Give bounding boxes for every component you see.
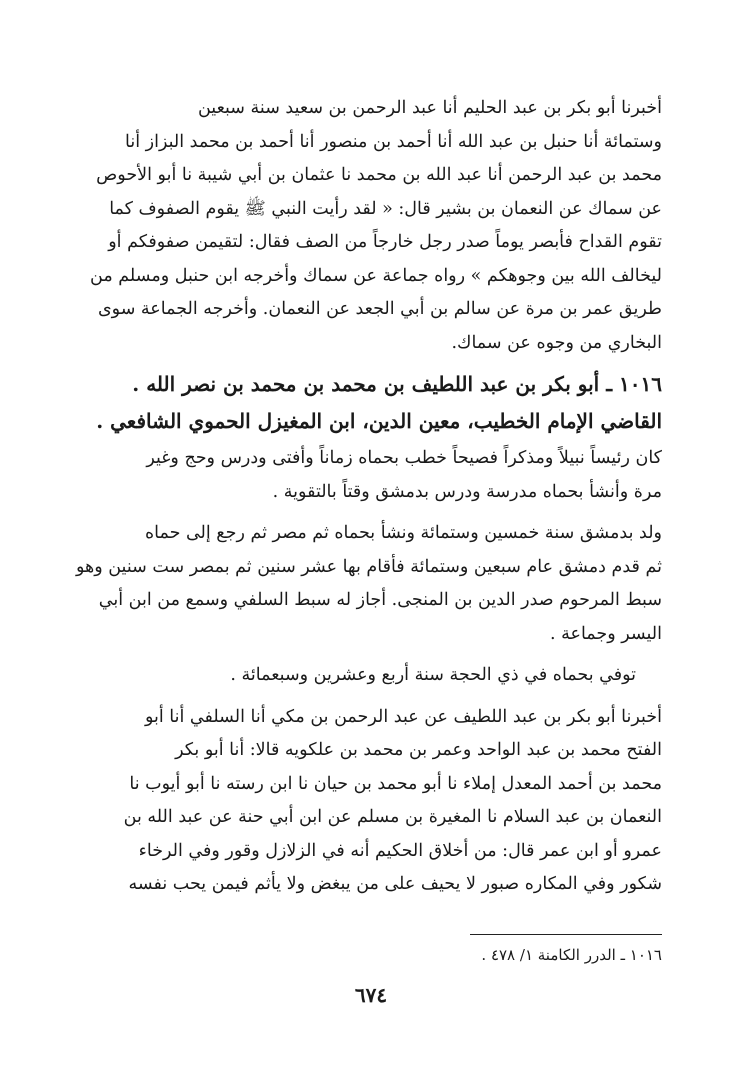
birth-paragraph	[72, 517, 662, 651]
text-line: محمد بن عبد الرحمن أنا عبد الله بن محمد نا عثمان بن أبي شيبة نا أبو الأحوص	[96, 165, 662, 185]
text-line: عمرو أو ابن عمر قال: من أخلاق الحكيم أنه في الزلازل وقور وفي الرخاء	[138, 840, 662, 861]
text-line: محمد بن أحمد المعدل إملاء نا أبو محمد بن حيان نا ابن رسته نا أبو أيوب نا	[129, 773, 662, 794]
text-line: شكور وفي المكاره صبور لا يحيف على من يبغض ولا يأثم فيمن يحب نفسه	[128, 874, 662, 894]
text-line: ثم قدم دمشق عام سبعين وستمائة فأقام بها عشر سنين ثم بمصر ست سنين وهو	[75, 556, 662, 577]
text-line: النعمان بن عبد السلام نا المغيرة بن مسلم عن ابن أبي حنة عن عبد الله بن	[123, 807, 662, 827]
text-line: تقوم القداح فأبصر يوماً صدر رجل خارجاً من الصف فقال: لتقيمن صفوفكم أو	[108, 232, 662, 252]
death-paragraph	[72, 659, 662, 693]
text-line: اليسر وجماعة .	[550, 623, 662, 644]
text-line: البخاري من وجوه عن سماك.	[451, 332, 662, 353]
text-line: سبط المرحوم صدر الدين بن المنجى. أجاز له سبط السلفي وسمع من ابن أبي	[98, 590, 662, 610]
heading-line: ١٠١٦ ـ أبو بكر بن عبد اللطيف بن محمد بن محمد بن نصر الله .	[132, 372, 662, 396]
text-line: توفي بحماه في ذي الحجة سنة أربع وعشرين وسبعمائة .	[230, 665, 636, 685]
biography-paragraph	[72, 442, 662, 509]
text-line: مرة وأنشأ بحماه مدرسة ودرس بدمشق وقتاً بالتقوية .	[272, 481, 662, 502]
text-line: عن سماك عن النعمان بن بشير قال: « لقد رأيت النبي ﷺ يقوم الصفوف كما	[109, 198, 662, 219]
footnote-divider	[470, 934, 662, 935]
biography-heading	[72, 366, 662, 440]
text-line: أخبرنا أبو بكر بن عبد الحليم أنا عبد الرحمن بن سعيد سنة سبعين	[197, 98, 662, 118]
text-line: وستمائة أنا حنبل بن عبد الله أنا أحمد بن منصور أنا أحمد بن محمد البزاز أنا	[125, 131, 662, 152]
text-line: ولد بدمشق سنة خمسين وستمائة ونشأ بحماه ثم مصر ثم رجع إلى حماه	[144, 523, 662, 543]
text-line: طريق عمر بن مرة عن سالم بن أبي الجعد عن النعمان. وأخرجه الجماعة سوى	[97, 299, 662, 319]
heading-line: القاضي الإمام الخطيب، معين الدين، ابن المغيزل الحموي الشافعي .	[96, 409, 662, 433]
text-line: أخبرنا أبو بكر بن عبد اللطيف عن عبد الرحمن بن مكي أنا السلفي أنا أبو	[144, 706, 662, 727]
text-line: الفتح محمد بن عبد الواحد وعمر بن محمد بن علكويه قالا: أنا أبو بكر	[175, 740, 662, 760]
page-number: ٦٧٤	[354, 983, 388, 1007]
hadith-paragraph-1	[72, 92, 662, 360]
text-line: ليخالف الله بين وجوهكم » رواه جماعة عن سماك وأخرجه ابن حنبل ومسلم من	[90, 265, 662, 286]
hadith-paragraph-2	[72, 701, 662, 902]
text-line: كان رئيساً نبيلاً ومذكراً فصيحاً خطب بحماه زماناً وأفتى ودرس وحج وغير	[146, 448, 662, 468]
footnote: ١٠١٦ ـ الدرر الكامنة ١/ ٤٧٨ .	[481, 946, 662, 964]
